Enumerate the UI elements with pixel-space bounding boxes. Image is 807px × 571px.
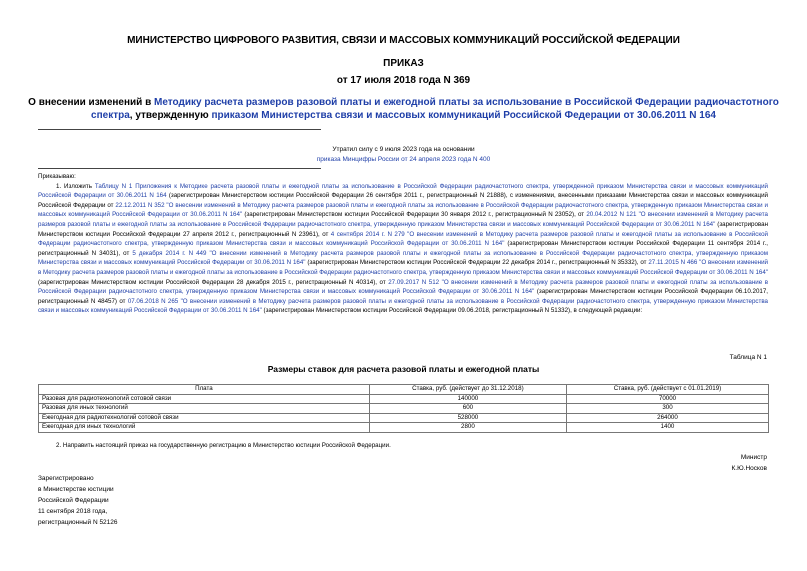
title-link-order[interactable]: приказом Министерства связи и массовых коммуникаций Российской Федерации от 30.06.2011 N 164: [211, 110, 716, 121]
ministry-heading: МИНИСТЕРСТВО ЦИФРОВОГО РАЗВИТИЯ, СВЯЗИ И МАССОВЫХ КОММУНИКАЦИЙ РОССИЙСКОЙ ФЕДЕРАЦИИ: [127, 35, 680, 46]
lost-force-line: Утратил силу с 9 июля 2023 года на основании: [332, 146, 475, 153]
divider-top: [38, 129, 321, 130]
table-title: Размеры ставок для расчета разовой платы и ежегодной платы: [267, 364, 540, 374]
item1-link-279[interactable]: 4 сентября 2014 г. N 279 "О внесении изменений в Методику расчета размеров разовой платы и ежегодной платы за использование в Российской Федерации радиочастотного спектра, утвержденную приказом Министерства связи и массовых коммуникаций Российской Федерации от 30.06.2011 N 164": [38, 230, 768, 248]
order-item-1: [38, 182, 768, 316]
item1-text: (зарегистрирован Министерством юстиции Российской Федерации 28 декабря 2015 г., регистрационный N 40314), от: [38, 278, 389, 286]
divider-bottom: [38, 168, 321, 169]
registration-block: [38, 473, 118, 528]
doc-date-number: от 17 июля 2018 года N 369: [336, 75, 471, 86]
item1-link-449[interactable]: 5 декабря 2014 г. N 449 "О внесении изменений в Методику расчета размеров разовой платы и ежегодной платы за использование в Российской Федерации радиочастотного спектра, утвержденную приказом Министерства связи и массовых коммуникаций Российской Федерации от 30.06.2011 N 164": [38, 249, 768, 267]
registration-line: регистрационный N 52126: [38, 519, 118, 526]
item1-link-121[interactable]: 20.04.2012 N 121 "О внесении изменений в Методику расчета размеров разовой платы и ежегодной платы за использование в Российской Федерации радиочастотного спектра, утвержденную приказом Министерства связи и массовых коммуникаций Российской Федерации от 30.06.2011 N 164": [38, 211, 768, 228]
table-cell: 528000: [369, 413, 566, 423]
table-row: [39, 394, 769, 404]
table-cell: 600: [369, 404, 566, 414]
item1-link-352[interactable]: 22.12.2011 N 352 "О внесении изменений в Методику расчета размеров разовой платы и ежегодной платы за использование в Российской Федерации радиочастотного спектра, утвержденную приказом Министерства связи и массовых коммуникаций Российской Федерации от 30.06.2011 N 164": [38, 201, 768, 219]
doc-type-heading: ПРИКАЗ: [383, 58, 424, 69]
item1-text: (зарегистрирован Министерством юстиции Российской Федерации 26 сентября 2011 г., регистрационный N 21888), с изменениями, внесенными приказами Министерства связи и массовых коммуникаций Российской Федерации от: [38, 192, 768, 209]
table-header: Ставка, руб. (действует с 01.01.2019): [567, 385, 769, 395]
item1-link-table[interactable]: Таблицу N 1 Приложения к Методике расчета разовой платы и ежегодной платы за использование в Российской Федерации радиочастотного спектра, утвержденной приказом Министерства связи и массовых коммуникаций Российской Федерации от 30.06.2011 N 164: [38, 182, 768, 200]
item1-link-466[interactable]: 27.11.2015 N 466 "О внесении изменений в Методику расчета размеров разовой платы и ежегодной платы за использование в Российской Федерации радиочастотного спектра, утвержденную приказом Министерства связи и массовых коммуникаций Российской Федерации от 30.06.2011 N 164": [38, 259, 769, 276]
order-body: [38, 172, 768, 316]
table-header: Ставка, руб. (действует до 31.12.2018): [369, 385, 566, 395]
table-cell: Разовая для радиотехнологий сотовой связи: [39, 394, 370, 404]
document-title: [20, 96, 787, 122]
item1-link-265[interactable]: 07.06.2018 N 265 "О внесении изменений в Методику расчета размеров разовой платы и ежегодной платы за использование в Российской Федерации радиочастотного спектра, утвержденную приказом Министерства связи и массовых коммуникаций Российской Федерации от 30.06.2011 N 164": [38, 297, 768, 315]
table-header-row: [39, 385, 769, 395]
table-cell: Ежегодная для иных технологий: [39, 423, 370, 433]
table-cell: 2800: [369, 423, 566, 433]
lost-force-note: [0, 145, 807, 165]
table-cell: Ежегодная для радиотехнологий сотовой связи: [39, 413, 370, 423]
table-cell: 300: [567, 404, 769, 414]
item1-text: (зарегистрирован Министерством юстиции Российской Федерации 27 апреля 2012 г., регистрационный N 23961), от: [38, 220, 768, 238]
signatory-name: К.Ю.Носков: [731, 465, 767, 472]
item1-link-512[interactable]: 27.09.2017 N 512 "О внесении изменений в Методику расчета размеров разовой платы и ежегодной платы за использование в Российской Федерации радиочастотного спектра, утвержденную приказом Министерства связи и массовых коммуникаций Российской Федерации от 30.06.2011 N 164": [38, 278, 768, 296]
table-number: Таблица N 1: [729, 354, 767, 361]
lost-force-link[interactable]: приказа Минцифры России от 24 апреля 2023 года N 400: [316, 156, 491, 163]
title-link-methodology[interactable]: Методику расчета размеров разовой платы и ежегодной платы за использование в Российской Федерации радиочастотного спектра: [91, 97, 779, 121]
table-cell: 140000: [369, 394, 566, 404]
registration-line: Российской Федерации: [38, 497, 109, 504]
table-cell: 70000: [567, 394, 769, 404]
order-intro: Приказываю:: [38, 173, 76, 180]
table-row: [39, 404, 769, 414]
rates-table: [38, 384, 769, 433]
signatory-position: Министр: [740, 454, 767, 461]
item1-text: (зарегистрирован Министерством юстиции Российской Федерации 30 января 2012 г., регистрационный N 23052), от: [242, 211, 587, 219]
item1-text: 1. Изложить: [56, 182, 95, 190]
table-cell: 264000: [567, 413, 769, 423]
table-header: Плата: [39, 385, 370, 395]
item1-text: (зарегистрирован Министерством юстиции Российской Федерации 06.10.2017, регистрационный N 48457) от: [38, 288, 769, 305]
order-item-2: 2. Направить настоящий приказ на государственную регистрацию в Министерство юстиции Российской Федерации.: [56, 442, 391, 449]
table-cell: Разовая для иных технологий: [39, 404, 370, 414]
title-prefix: О внесении изменений в: [28, 97, 155, 108]
item1-text: (зарегистрирован Министерством юстиции Российской Федерации 11 сентября 2014 г., регистрационный N 34031), от: [38, 240, 768, 257]
table-row: [39, 423, 769, 433]
registration-line: Зарегистрировано: [38, 475, 94, 482]
item1-text: (зарегистрирован Министерством юстиции Российской Федерации 22 декабря 2014 г., регистрационный N 35332), от: [305, 259, 649, 267]
table-cell: 1400: [567, 423, 769, 433]
signature-block: [731, 452, 767, 474]
table-row: [39, 413, 769, 423]
title-mid: , утвержденную: [129, 110, 212, 121]
registration-line: в Министерстве юстиции: [38, 486, 114, 493]
item1-text: (зарегистрирован Министерством юстиции Российской Федерации 09.06.2018, регистрационный N 51332), в следующей редакции:: [261, 307, 643, 315]
registration-line: 11 сентября 2018 года,: [38, 508, 108, 515]
